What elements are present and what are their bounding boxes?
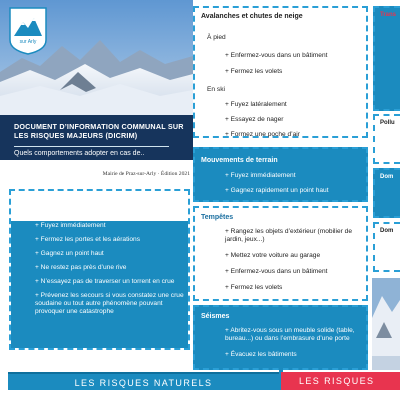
crues-section xyxy=(9,189,190,350)
avalanches-title: Avalanches et chutes de neige xyxy=(201,13,303,20)
list-item: + Fermez les portes et les aérations xyxy=(35,236,140,243)
list-item: + Gagnez rapidement un point haut xyxy=(225,187,329,194)
dom-section-1 xyxy=(373,168,400,218)
list-item: + Fuyez latéralement xyxy=(225,101,287,108)
list-item: + Fermez les volets xyxy=(225,284,283,291)
mouvements-title: Mouvements de terrain xyxy=(201,157,278,164)
crues-list xyxy=(35,222,185,316)
list-item: + Prévenez les secours si vous constatez une crue soudaine ou tout autre phénomène pouvant provoquer une catastrophe xyxy=(35,292,184,315)
list-item: + Fuyez immédiatement xyxy=(35,222,106,229)
crues-title: Crues torrentielles, inondations et coulées de boue xyxy=(17,195,165,211)
mouvements-section xyxy=(193,147,368,202)
list-item: + Formez une poche d’air xyxy=(225,131,300,138)
document-title: DOCUMENT D’INFORMATION COMMUNAL SUR LES RISQUES MAJEURS (DICRIM) xyxy=(14,122,184,140)
list-item: + Gagnez un point haut xyxy=(35,250,104,257)
title-divider xyxy=(14,146,169,147)
tech-risks-banner: LES RISQUES xyxy=(281,372,400,390)
en-ski-label: En ski xyxy=(207,86,225,93)
seismes-title: Séismes xyxy=(201,313,230,320)
logo-word-sur-arly: sur Arly xyxy=(19,39,37,45)
logo-text xyxy=(6,29,50,38)
a-pied-label: À pied xyxy=(207,34,226,41)
list-item: + Rangez les objets d’extérieur (mobilier de jardin, jeux...) xyxy=(225,228,352,243)
list-item: + N’essayez pas de traverser un torrent en crue xyxy=(35,278,175,285)
pollution-title: Pollu xyxy=(380,120,395,126)
list-item: + Évacuez les bâtiments xyxy=(225,351,297,358)
natural-risks-banner: LES RISQUES NATURELS xyxy=(8,372,279,390)
list-item: + Enfermez-vous dans un bâtiment xyxy=(225,268,328,275)
document-subtitle: Quels comportements adopter en cas de.. xyxy=(14,150,145,157)
dom-section-2 xyxy=(373,222,400,272)
pollution-section xyxy=(373,114,400,164)
mountain-photo-right xyxy=(372,278,400,370)
list-item: + Enfermez-vous dans un bâtiment xyxy=(225,52,328,59)
list-item: + Mettez votre voiture au garage xyxy=(225,252,321,259)
dom-title-1: Dom xyxy=(380,174,394,180)
tempetes-section xyxy=(193,206,368,301)
avalanches-section xyxy=(193,6,368,138)
tempetes-title: Tempêtes xyxy=(201,214,234,221)
logo-subtext xyxy=(6,39,50,45)
list-item: + Fermez les volets xyxy=(225,68,283,75)
edition-note: Mairie de Praz-sur-Arly · Édition 2021 xyxy=(102,171,190,177)
list-item: + Ne restez pas près d’une rive xyxy=(35,264,127,271)
logo-word-praz: Praz xyxy=(18,28,38,38)
list-item: + Essayez de nager xyxy=(225,116,284,123)
dom-title-2: Dom xyxy=(380,228,394,234)
list-item: + Fuyez immédiatement xyxy=(225,172,296,179)
list-item: + Abritez-vous sous un meuble solide (table, bureau...) ou dans l’embrasure d’une porte xyxy=(225,327,355,342)
transport-title: Trans xyxy=(380,12,397,18)
transport-section xyxy=(373,6,400,111)
